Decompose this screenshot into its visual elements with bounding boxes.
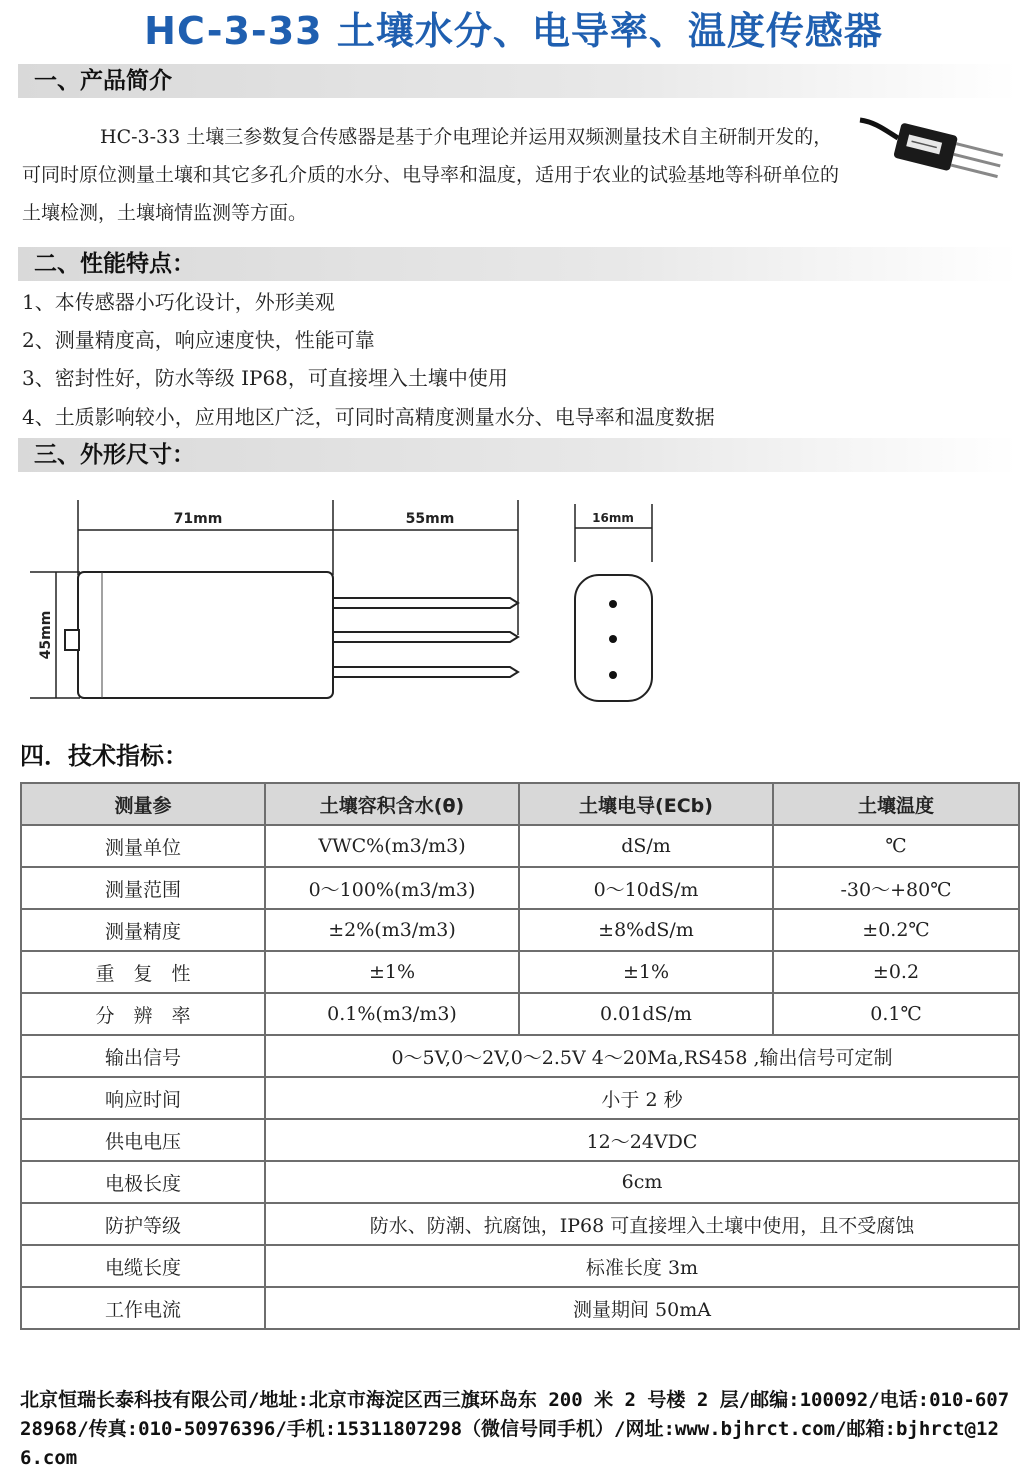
- section-title-dimensions: 三、外形尺寸：: [34, 442, 195, 468]
- table-cell: 测量期间 50mA: [265, 1287, 1019, 1329]
- table-header-cell: 土壤电导(ECb): [519, 783, 773, 825]
- table-cell: 输出信号: [21, 1035, 265, 1077]
- table-header-cell: 土壤容积含水(θ): [265, 783, 519, 825]
- table-row: [21, 909, 1019, 951]
- table-cell: 0～5V,0～2V,0～2.5V 4～20Ma,RS458 ,输出信号可定制: [265, 1035, 1019, 1077]
- spec-table: [20, 782, 1020, 1330]
- feature-item: 2、测量精度高，响应速度快，性能可靠: [22, 328, 375, 352]
- table-cell: 防护等级: [21, 1203, 265, 1245]
- table-header-cell: 土壤温度: [773, 783, 1019, 825]
- table-cell: 0～10dS/m: [519, 867, 773, 909]
- table-cell: 0.1%(m3/m3): [265, 993, 519, 1035]
- table-cell: 小于 2 秒: [265, 1077, 1019, 1119]
- table-row: [21, 1119, 1019, 1161]
- front-view-drawing: [560, 498, 670, 708]
- table-cell: ±2%(m3/m3): [265, 909, 519, 951]
- table-cell: VWC%(m3/m3): [265, 825, 519, 867]
- table-cell: 测量范围: [21, 867, 265, 909]
- table-header-cell: 测量参: [21, 783, 265, 825]
- table-cell: ℃: [773, 825, 1019, 867]
- intro-paragraph: [22, 118, 842, 232]
- page-title: HC-3-33 土壤水分、电导率、温度传感器: [144, 9, 883, 53]
- table-cell: 0.1℃: [773, 993, 1019, 1035]
- table-row: [21, 1035, 1019, 1077]
- dimension-label-probe: 55mm: [405, 511, 455, 527]
- table-cell: 6cm: [265, 1161, 1019, 1203]
- table-cell: 测量单位: [21, 825, 265, 867]
- section-title-specs: 四．技术指标：: [20, 742, 188, 770]
- table-cell: 电缆长度: [21, 1245, 265, 1287]
- table-cell: ±1%: [519, 951, 773, 993]
- table-cell: 响应时间: [21, 1077, 265, 1119]
- side-view-drawing: [20, 495, 560, 715]
- table-cell: 标准长度 3m: [265, 1245, 1019, 1287]
- table-row: [21, 951, 1019, 993]
- table-row: [21, 1245, 1019, 1287]
- feature-item: 1、本传感器小巧化设计，外形美观: [22, 290, 335, 314]
- table-cell: ±1%: [265, 951, 519, 993]
- table-row: [21, 993, 1019, 1035]
- table-cell: ±0.2: [773, 951, 1019, 993]
- feature-item: 4、土质影响较小，应用地区广泛，可同时高精度测量水分、电导率和温度数据: [22, 405, 715, 429]
- table-cell: 0.01dS/m: [519, 993, 773, 1035]
- table-row: [21, 1077, 1019, 1119]
- table-row: [21, 1203, 1019, 1245]
- table-cell: ±8%dS/m: [519, 909, 773, 951]
- table-row: [21, 825, 1019, 867]
- feature-item: 3、密封性好，防水等级 IP68，可直接埋入土壤中使用: [22, 366, 508, 390]
- table-cell: 工作电流: [21, 1287, 265, 1329]
- table-cell: 分 辨 率: [21, 993, 265, 1035]
- table-cell: 供电电压: [21, 1119, 265, 1161]
- company-contact-footer: 北京恒瑞长泰科技有限公司/地址:北京市海淀区西三旗环岛东 200 米 2 号楼 2 层/邮编:100092/电话:010-60728968/传真:010-50976396/手机:15311807298（微信号同手机）/网址:www.bjhrct.com/邮箱:bjhrct@126.com: [20, 1389, 1010, 1469]
- section-title-features: 二、性能特点：: [34, 251, 195, 277]
- table-cell: 电极长度: [21, 1161, 265, 1203]
- sensor-photo: [850, 100, 1020, 210]
- dimension-label-height: 45mm: [38, 610, 54, 660]
- table-header-row: [21, 783, 1019, 825]
- table-cell: ±0.2℃: [773, 909, 1019, 951]
- section-title-intro: 一、产品简介: [34, 68, 172, 94]
- table-cell: 防水、防潮、抗腐蚀，IP68 可直接埋入土壤中使用，且不受腐蚀: [265, 1203, 1019, 1245]
- table-cell: 0～100%(m3/m3): [265, 867, 519, 909]
- table-row: [21, 1161, 1019, 1203]
- table-cell: 测量精度: [21, 909, 265, 951]
- intro-text: HC-3-33 土壤三参数复合传感器是基于介电理论并运用双频测量技术自主研制开发的，可同时原位测量土壤和其它多孔介质的水分、电导率和温度，适用于农业的试验基地等科研单位的土壤检测，土壤墒情监测等方面。: [22, 126, 840, 224]
- table-row: [21, 867, 1019, 909]
- dimension-label-body: 71mm: [173, 511, 223, 527]
- table-cell: -30～+80℃: [773, 867, 1019, 909]
- dimension-label-thickness: 16mm: [592, 511, 634, 525]
- table-row: [21, 1287, 1019, 1329]
- table-cell: dS/m: [519, 825, 773, 867]
- table-cell: 重 复 性: [21, 951, 265, 993]
- table-cell: 12～24VDC: [265, 1119, 1019, 1161]
